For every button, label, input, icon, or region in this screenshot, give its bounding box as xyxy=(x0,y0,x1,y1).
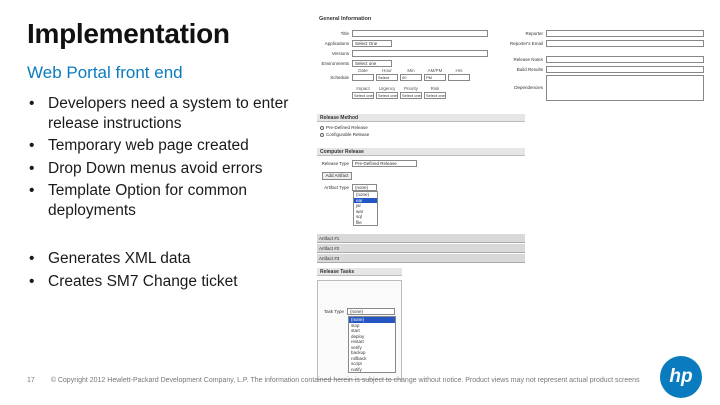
field-release-notes xyxy=(496,56,704,63)
release-tasks-heading: Release Tasks xyxy=(317,268,402,276)
dropdown-option[interactable]: sql xyxy=(356,214,362,219)
field-label: Schedule xyxy=(330,75,349,80)
grid-header: Min xyxy=(407,68,415,73)
release-type-select[interactable]: Pre-Defined Release xyxy=(352,160,417,167)
field-label: Reporter xyxy=(525,31,543,36)
dropdown-option-selected[interactable]: (none) xyxy=(349,317,395,323)
dropdown-option[interactable]: rollback xyxy=(351,355,367,361)
title-input[interactable] xyxy=(352,30,488,37)
dropdown-option[interactable]: backup xyxy=(351,350,366,355)
release-method-heading: Release Method xyxy=(317,114,525,122)
bullet-item: • Template Option for common deployments xyxy=(27,181,297,220)
schedule-min-select[interactable]: 00 xyxy=(400,74,422,81)
impact-select[interactable]: Select one xyxy=(354,93,373,98)
bullet-item: • Creates SM7 Change ticket xyxy=(27,272,297,292)
reporter-input[interactable] xyxy=(546,30,704,37)
copyright-text: © Copyright 2012 Hewlett-Packard Development Company, L.P. The information contained herein is subject to change without notice. Product views may not represent actual product screens xyxy=(50,377,640,384)
dropdown-option[interactable]: start xyxy=(351,328,360,333)
applications-select[interactable]: Select One xyxy=(352,40,392,47)
dropdown-option[interactable]: jar xyxy=(356,203,362,208)
page-number: 17 xyxy=(27,377,35,384)
slide-title: Implementation xyxy=(27,18,230,49)
grid-header: Hour xyxy=(382,68,392,73)
field-label: Artifact Type xyxy=(324,185,349,190)
grid-header: Impact xyxy=(356,86,370,91)
environments-select[interactable]: Select one xyxy=(352,60,392,67)
dropdown-option[interactable]: stop xyxy=(351,322,360,328)
dropdown-option[interactable]: file xyxy=(356,219,362,225)
bullet-list-secondary xyxy=(27,249,297,294)
field-title xyxy=(300,30,488,37)
field-label: Release Notes xyxy=(513,57,543,62)
field-versions xyxy=(300,50,488,57)
schedule-date-input[interactable] xyxy=(352,74,374,81)
schedule-ampm-select[interactable]: PM xyxy=(424,74,446,81)
field-label: Build Results xyxy=(516,67,543,72)
computer-release-heading: Computer Release xyxy=(317,148,525,156)
bullet-item: • Temporary web page created xyxy=(27,136,297,156)
general-info-heading: General Information xyxy=(319,16,372,22)
dropdown-option[interactable]: verify xyxy=(351,344,362,350)
dropdown-option[interactable]: script xyxy=(351,361,362,366)
field-reporter-email xyxy=(496,40,704,47)
field-label: Dependencies xyxy=(514,85,543,90)
field-applications xyxy=(300,40,392,47)
grid-header: AM/PM xyxy=(427,68,443,73)
web-portal-screenshot xyxy=(300,12,710,372)
bullet-item: • Developers need a system to enter release instructions xyxy=(27,94,297,133)
artifact-type-dropdown[interactable] xyxy=(353,191,378,226)
field-label: Environments xyxy=(321,61,349,66)
task-type-dropdown[interactable] xyxy=(348,316,396,373)
field-artifact-type xyxy=(317,184,377,191)
grid-header: Date xyxy=(358,68,368,73)
field-label: Applications xyxy=(324,41,349,46)
dropdown-option[interactable]: restart xyxy=(351,339,364,344)
dropdown-option[interactable]: deploy xyxy=(351,333,365,339)
field-task-type xyxy=(317,308,395,315)
field-environments xyxy=(300,60,392,67)
dropdown-option[interactable]: notify xyxy=(351,366,362,372)
dropdown-option-selected[interactable]: ear xyxy=(354,198,377,204)
hp-logo-icon: hp xyxy=(660,356,702,398)
dropdown-option[interactable]: war xyxy=(356,208,364,214)
grid-header: Priority xyxy=(403,86,418,91)
bullet-item: • Drop Down menus avoid errors xyxy=(27,159,297,179)
risk-select[interactable]: Select one xyxy=(426,93,445,98)
field-release-type xyxy=(317,160,417,167)
option-label: Pre-Defined Release xyxy=(326,125,368,130)
artifact-type-select[interactable]: (none) xyxy=(352,184,377,191)
grid-header: Urgency xyxy=(378,86,396,91)
build-results-input[interactable] xyxy=(546,66,704,73)
field-build-results xyxy=(496,66,704,73)
radio-icon[interactable] xyxy=(320,126,324,130)
bullet-list-primary xyxy=(27,94,297,223)
field-schedule xyxy=(300,74,352,81)
release-method-option[interactable] xyxy=(320,125,368,130)
artifact-row[interactable]: Artifact #3 xyxy=(317,254,525,263)
schedule-hrs-input[interactable] xyxy=(448,74,470,81)
field-dependencies xyxy=(496,84,704,91)
urgency-select[interactable]: Select one xyxy=(378,93,397,98)
dependencies-textarea[interactable] xyxy=(546,75,704,101)
field-label: Release Type xyxy=(321,161,349,166)
impact-grid xyxy=(352,86,446,99)
field-label: Reporter's Email xyxy=(509,41,543,46)
priority-select[interactable]: Select one xyxy=(402,93,421,98)
add-artifact-button[interactable]: Add Artifact xyxy=(322,172,352,180)
option-label: Configurable Release xyxy=(326,132,370,137)
reporter-email-input[interactable] xyxy=(546,40,704,47)
artifact-row[interactable]: Artifact #2 xyxy=(317,244,525,253)
grid-header: Risk xyxy=(430,86,440,91)
schedule-grid xyxy=(352,68,470,81)
field-reporter xyxy=(496,30,704,37)
slide-footer xyxy=(27,377,640,384)
release-method-option[interactable] xyxy=(320,132,369,137)
schedule-hour-select[interactable]: Select xyxy=(376,74,398,81)
grid-header: Hrs xyxy=(455,68,463,73)
release-notes-input[interactable] xyxy=(546,56,704,63)
artifact-row[interactable]: Artifact #1 xyxy=(317,234,525,243)
bullet-item: • Generates XML data xyxy=(27,249,297,269)
field-label: Versions xyxy=(331,51,349,56)
field-label: Title xyxy=(340,31,349,36)
task-type-select[interactable]: (none) xyxy=(347,308,395,315)
slide-subtitle: Web Portal front end xyxy=(27,63,183,82)
dropdown-option[interactable]: (none) xyxy=(356,192,370,197)
field-label: Task Type xyxy=(323,309,344,314)
radio-icon[interactable] xyxy=(320,133,324,137)
versions-input[interactable] xyxy=(352,50,488,57)
